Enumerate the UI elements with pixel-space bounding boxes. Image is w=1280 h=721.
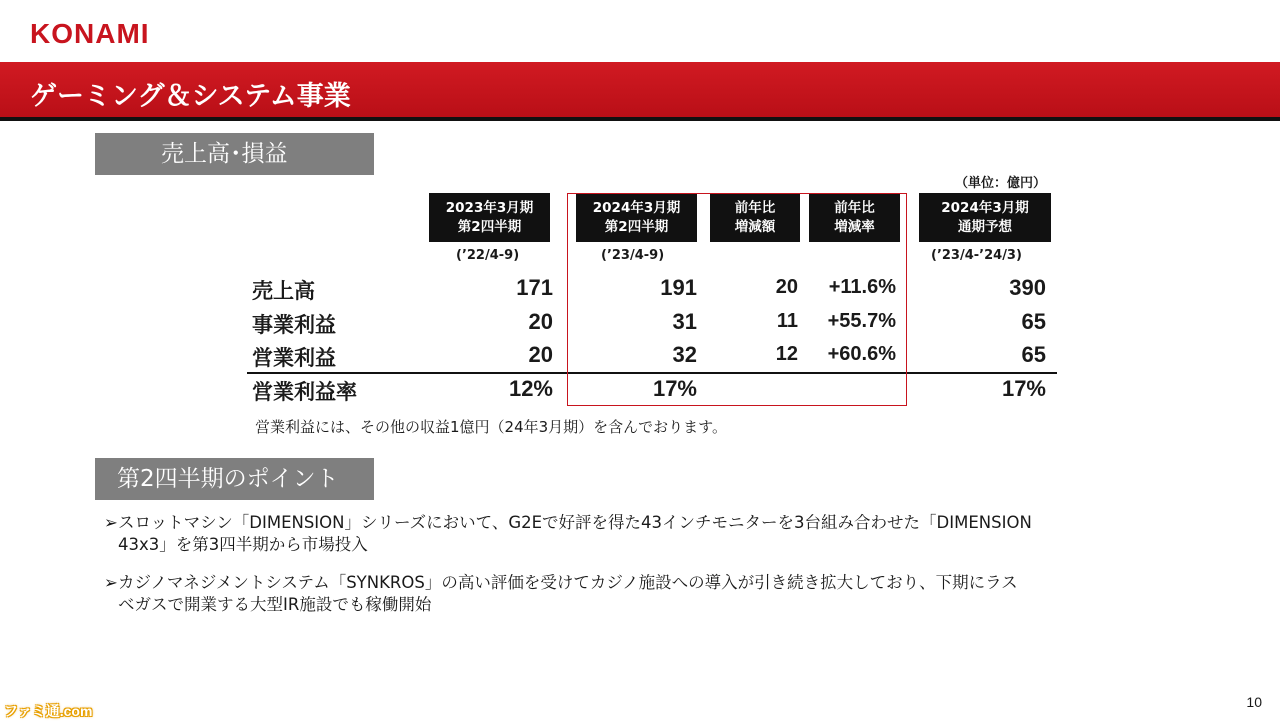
header-line: 増減額 bbox=[734, 218, 776, 235]
cell-rate: +55.7% bbox=[827, 310, 896, 332]
cell-diff: 11 bbox=[776, 310, 798, 332]
page-title: ゲーミング＆システム事業 bbox=[30, 81, 351, 112]
cell-curr: 32 bbox=[672, 342, 697, 367]
cell-forecast: 390 bbox=[1009, 275, 1046, 300]
cell-forecast: 65 bbox=[1021, 309, 1046, 334]
header-line: 2023年3月期 bbox=[445, 199, 534, 216]
cell-prev: 12% bbox=[508, 376, 553, 401]
bullet-item bbox=[104, 512, 1194, 556]
header-line: 前年比 bbox=[834, 199, 875, 216]
period-prev: (’22/4-9) bbox=[456, 248, 520, 263]
footnote: 営業利益には、その他の収益1億円（24年3月期）を含んでおります。 bbox=[255, 418, 727, 436]
cell-forecast: 65 bbox=[1021, 342, 1046, 367]
header-line: 第2四半期 bbox=[604, 218, 669, 235]
cell-curr: 191 bbox=[660, 275, 697, 300]
period-forecast: (’23/4-’24/3) bbox=[931, 248, 1022, 263]
cell-prev: 20 bbox=[528, 309, 553, 334]
cell-diff: 12 bbox=[775, 343, 798, 365]
header-line: 通期予想 bbox=[958, 218, 1012, 235]
highlight-box bbox=[567, 193, 907, 406]
header-prev-q2 bbox=[429, 193, 550, 242]
row-label-sales: 売上高 bbox=[252, 279, 315, 303]
header-line: 第2四半期 bbox=[457, 218, 522, 235]
section-header-sales-profit: 売上高･損益 bbox=[95, 133, 374, 175]
cell-prev: 171 bbox=[516, 275, 553, 300]
cell-rate: +11.6% bbox=[828, 276, 896, 298]
header-line: 増減率 bbox=[834, 218, 875, 235]
cell-forecast: 17% bbox=[1001, 376, 1046, 401]
row-label-operating-margin: 営業利益率 bbox=[252, 380, 357, 404]
row-label-operating-profit: 営業利益 bbox=[252, 346, 336, 370]
page-number: 10 bbox=[1246, 694, 1262, 710]
cell-curr: 31 bbox=[672, 309, 697, 334]
section-header-q2-points: 第2四半期のポイント bbox=[95, 458, 374, 500]
unit-label: （単位：億円） bbox=[955, 176, 1047, 191]
watermark-logo: ファミ通.com bbox=[4, 703, 93, 719]
header-forecast bbox=[919, 193, 1051, 242]
arrow-bullet-icon: ➢ bbox=[104, 513, 118, 532]
bullet-text: カジノマネジメントシステム「SYNKROS」の高い評価を受けてカジノ施設への導入が引き続き拡大しており、下期にラス bbox=[118, 573, 1018, 592]
bullet-text: ベガスで開業する大型IR施設でも稼働開始 bbox=[118, 595, 432, 614]
banner-underline bbox=[0, 117, 1280, 121]
cell-diff: 20 bbox=[775, 276, 798, 298]
header-line: 2024年3月期 bbox=[592, 199, 681, 216]
header-line: 2024年3月期 bbox=[941, 199, 1029, 216]
bullet-text: 43x3」を第3四半期から市場投入 bbox=[118, 535, 368, 554]
cell-curr: 17% bbox=[652, 376, 697, 401]
row-label-business-profit: 事業利益 bbox=[252, 313, 336, 337]
bullet-item bbox=[104, 572, 1194, 616]
cell-rate: +60.6% bbox=[827, 343, 896, 365]
period-curr: (’23/4-9) bbox=[601, 248, 665, 263]
header-line: 前年比 bbox=[734, 199, 776, 216]
cell-prev: 20 bbox=[528, 342, 553, 367]
arrow-bullet-icon: ➢ bbox=[104, 573, 118, 592]
bullet-text: スロットマシン「DIMENSION」シリーズにおいて、G2Eで好評を得た43インチモニターを3台組み合わせた「DIMENSION bbox=[118, 513, 1032, 532]
konami-logo: KONAMI bbox=[30, 18, 150, 49]
